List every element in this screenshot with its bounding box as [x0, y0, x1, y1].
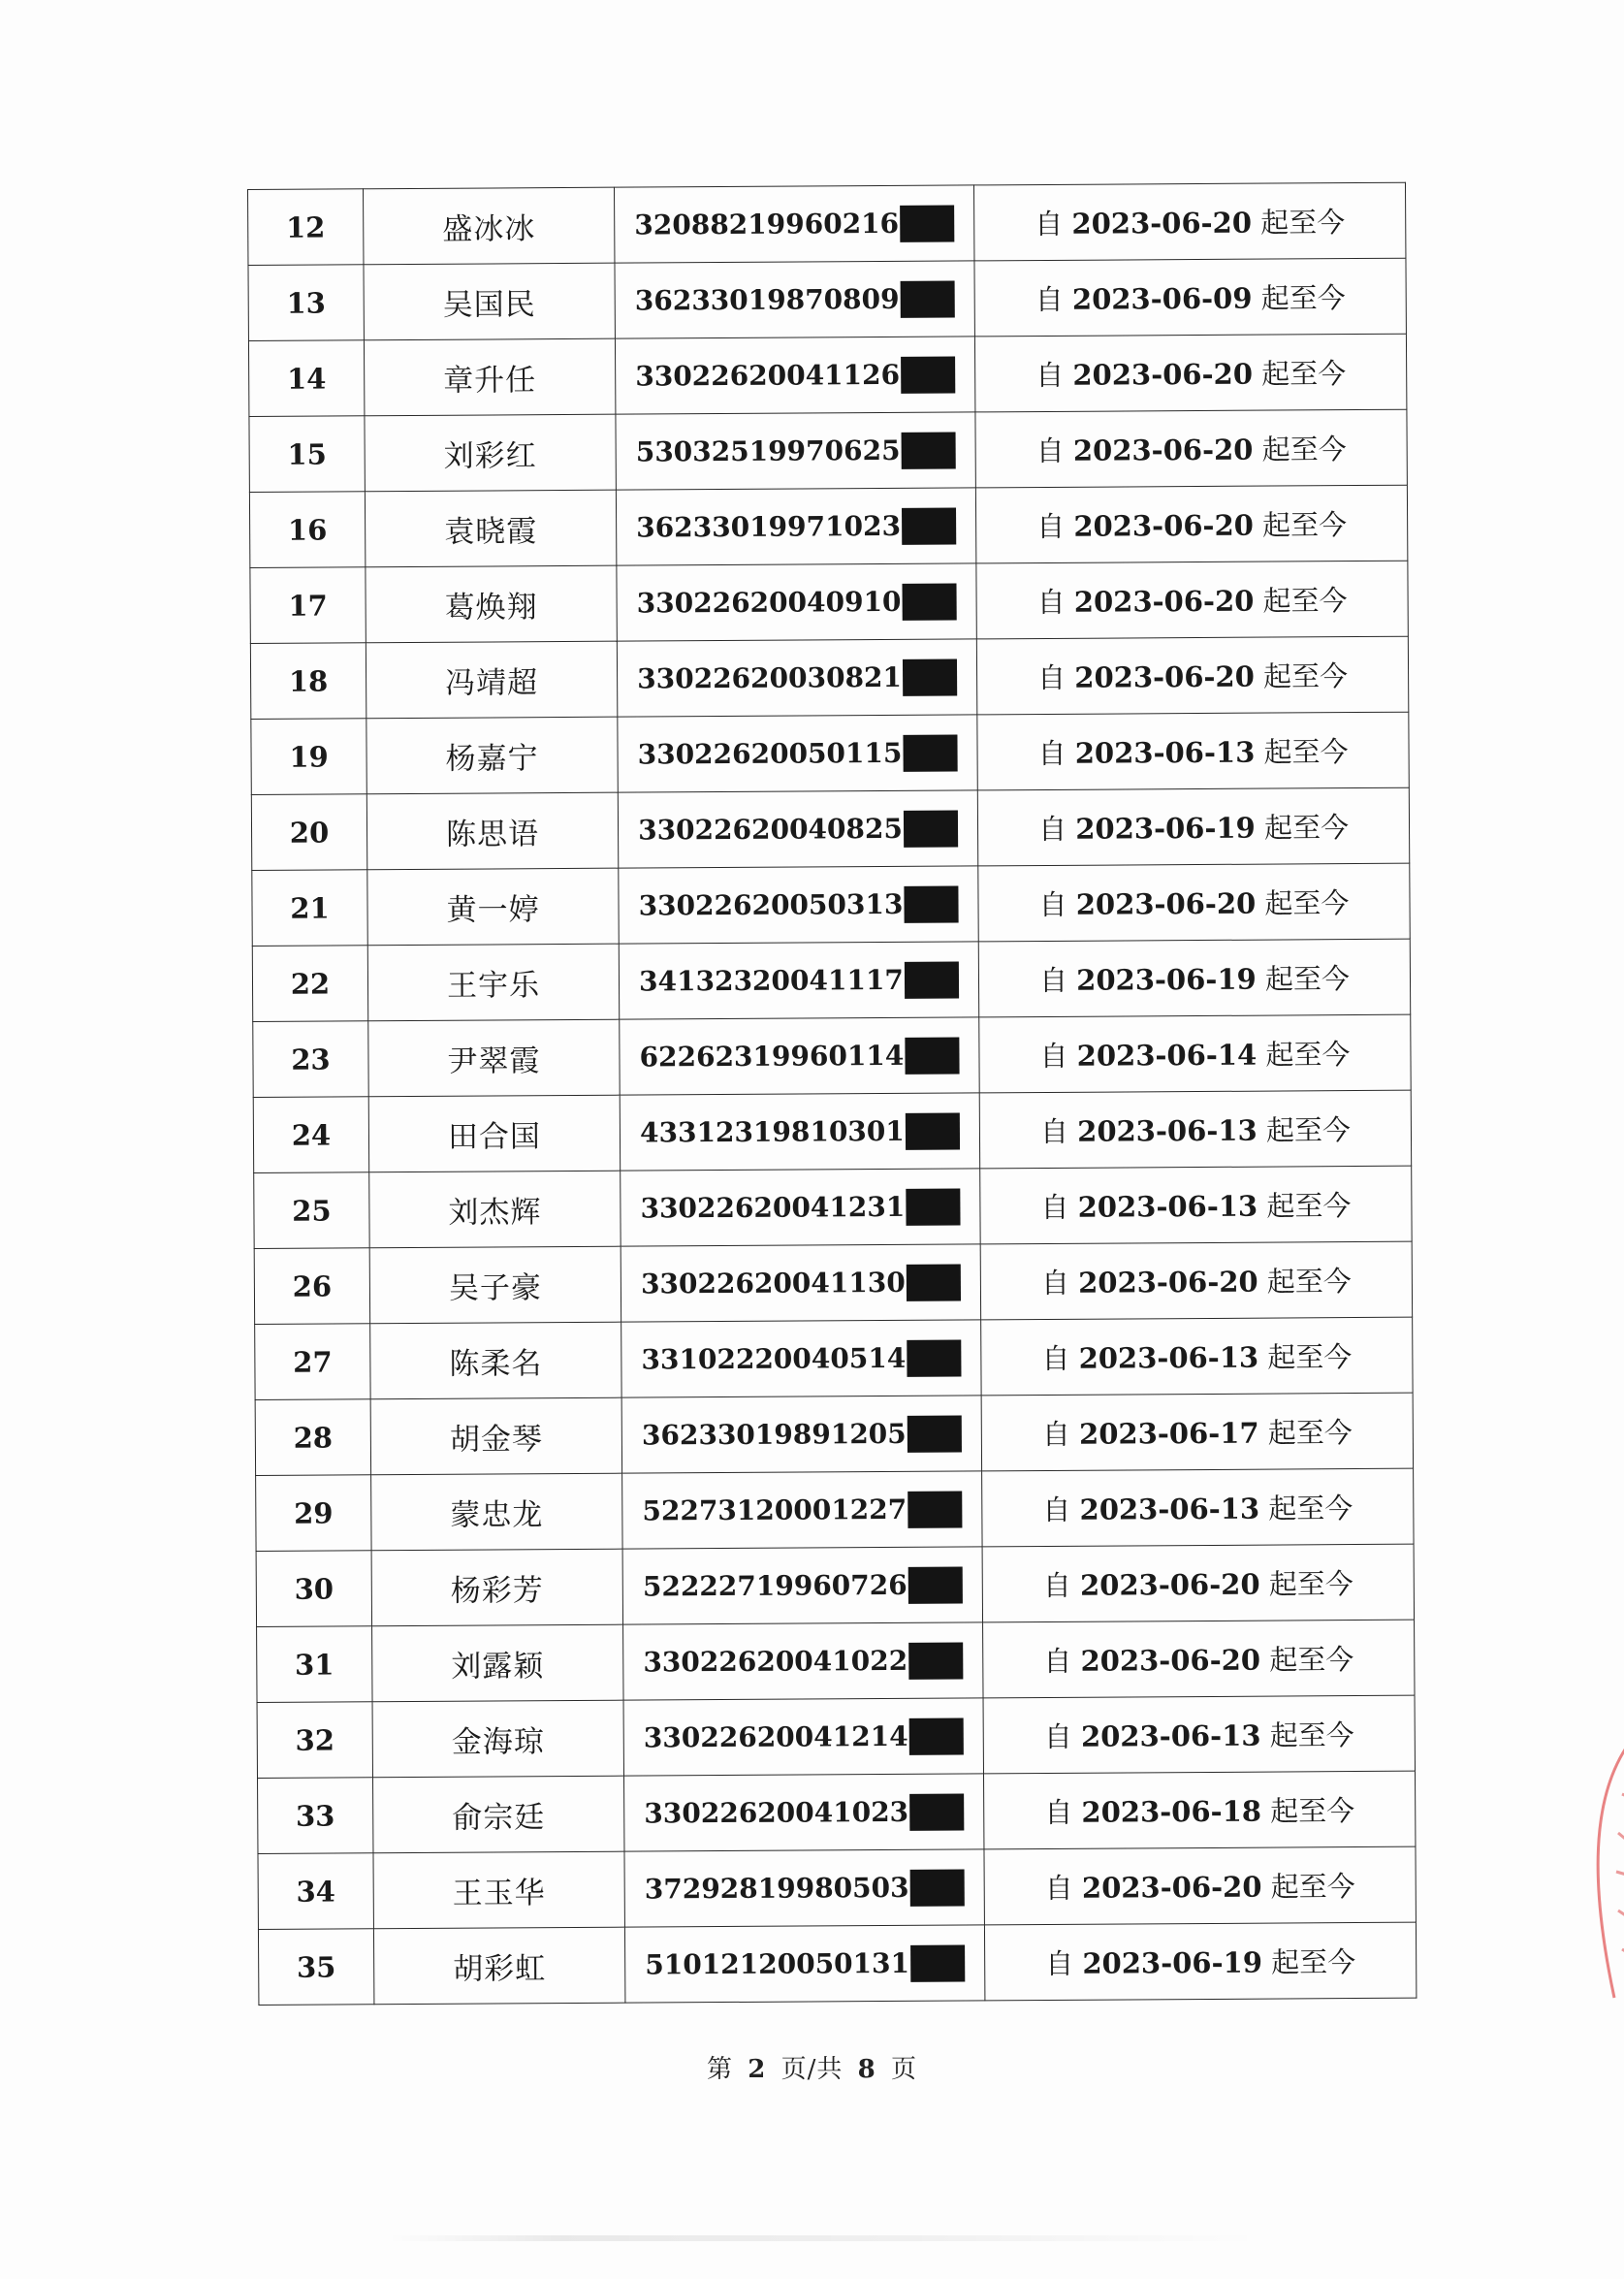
date-prefix: 自	[1037, 812, 1067, 847]
date-suffix: 起至今	[1264, 962, 1351, 996]
row-number: 15	[249, 416, 365, 493]
id-number-cell	[621, 1169, 980, 1246]
id-number-cell	[624, 1925, 984, 2003]
date-cell	[981, 1393, 1413, 1471]
date-prefix: 自	[1037, 736, 1067, 771]
id-number: 62262319960114	[639, 1039, 905, 1074]
roster-table-body	[248, 182, 1417, 2005]
date-suffix: 起至今	[1262, 508, 1348, 542]
id-number-cell	[615, 261, 974, 338]
date-range	[1040, 1113, 1351, 1148]
date-prefix: 自	[1045, 1946, 1074, 1981]
person-name: 冯靖超	[366, 641, 617, 719]
row-number: 21	[252, 870, 367, 947]
date-range	[1042, 1492, 1353, 1526]
date-range	[1043, 1643, 1353, 1678]
person-name: 尹翠霞	[368, 1019, 620, 1097]
id-number-cell	[616, 488, 975, 565]
redaction-block	[909, 1793, 964, 1830]
date-suffix: 起至今	[1269, 1718, 1354, 1752]
date-prefix: 自	[1035, 282, 1064, 317]
id-number-cell	[621, 1244, 980, 1322]
date-cell	[973, 182, 1405, 261]
date-cell	[978, 863, 1410, 942]
date-cell	[984, 1846, 1416, 1925]
start-date: 2023-06-20	[1078, 1265, 1258, 1300]
date-cell	[980, 1241, 1412, 1320]
row-number: 13	[248, 265, 364, 341]
id-number: 36233019870809	[634, 282, 900, 317]
date-cell	[976, 561, 1408, 639]
start-date: 2023-06-18	[1081, 1794, 1262, 1829]
id-number-cell	[619, 942, 978, 1019]
row-number: 27	[255, 1324, 370, 1400]
redaction-block	[902, 507, 956, 544]
id-number: 33022620041130	[640, 1266, 906, 1300]
date-prefix: 自	[1040, 1266, 1070, 1300]
id-number: 36233019891205	[641, 1417, 907, 1452]
start-date: 2023-06-13	[1077, 1113, 1258, 1148]
date-suffix: 起至今	[1267, 1340, 1353, 1374]
table-row	[258, 1846, 1416, 1929]
date-prefix: 自	[1044, 1795, 1073, 1830]
id-number: 32088219960216	[634, 207, 900, 241]
date-cell	[983, 1695, 1415, 1774]
row-number: 32	[257, 1702, 372, 1779]
date-suffix: 起至今	[1268, 1492, 1353, 1525]
person-name: 刘杰辉	[369, 1171, 621, 1248]
id-number-wrap	[638, 810, 958, 849]
row-number: 17	[250, 567, 366, 644]
row-number: 16	[249, 492, 365, 568]
person-name: 蒙忠龙	[371, 1473, 622, 1551]
date-cell	[983, 1771, 1415, 1849]
date-cell	[978, 939, 1410, 1017]
date-suffix: 起至今	[1260, 206, 1346, 240]
id-number-cell	[624, 1849, 984, 1927]
person-name: 陈思语	[366, 792, 618, 870]
date-prefix: 自	[1044, 1871, 1073, 1906]
id-number-cell	[623, 1622, 983, 1700]
date-suffix: 起至今	[1266, 1265, 1352, 1299]
date-range	[1045, 1945, 1355, 1980]
date-cell	[981, 1317, 1413, 1396]
id-number-cell	[624, 1774, 984, 1851]
person-name: 杨彩芳	[371, 1549, 622, 1626]
person-name: 王宇乐	[367, 944, 619, 1021]
date-suffix: 起至今	[1265, 1038, 1351, 1072]
redaction-block	[909, 1869, 964, 1906]
id-number-wrap	[642, 1415, 962, 1454]
id-number-wrap	[640, 1112, 960, 1151]
id-number-cell	[622, 1471, 982, 1549]
id-number-cell	[617, 563, 976, 641]
page-footer	[0, 2049, 1624, 2085]
person-name: 刘露颖	[372, 1624, 623, 1702]
row-number: 29	[256, 1475, 371, 1552]
row-number: 22	[252, 946, 367, 1022]
date-prefix: 自	[1041, 1341, 1070, 1376]
date-suffix: 起至今	[1271, 1945, 1356, 1979]
id-number: 33022620050115	[637, 736, 903, 771]
date-cell	[982, 1544, 1414, 1622]
id-number-cell	[614, 185, 973, 263]
date-range	[1042, 1416, 1353, 1451]
start-date: 2023-06-20	[1073, 584, 1255, 619]
page-footer-suffix: 页	[891, 2055, 918, 2084]
page-current: 2	[748, 2055, 767, 2084]
date-cell	[976, 636, 1408, 715]
page-footer-prefix: 第	[706, 2055, 733, 2084]
row-number: 34	[258, 1853, 373, 1930]
person-name: 胡彩虹	[373, 1927, 624, 2005]
table-row	[251, 712, 1409, 794]
date-suffix: 起至今	[1261, 433, 1347, 466]
date-range	[1039, 1038, 1350, 1073]
id-number-wrap	[639, 885, 959, 924]
table-row	[255, 1393, 1413, 1475]
id-number-wrap	[643, 1642, 963, 1681]
id-number: 33022620040910	[636, 585, 902, 620]
scan-smudge	[388, 2235, 1260, 2241]
table-row	[257, 1620, 1415, 1702]
date-prefix: 自	[1040, 1190, 1069, 1225]
id-number-wrap	[638, 734, 958, 773]
date-range	[1035, 206, 1345, 241]
id-number: 33022620040825	[638, 812, 904, 847]
id-number-cell	[620, 1017, 979, 1095]
person-name: 俞宗廷	[373, 1776, 624, 1853]
date-cell	[984, 1922, 1416, 2001]
date-cell	[979, 1090, 1411, 1169]
id-number-cell	[616, 412, 975, 490]
table-row	[250, 636, 1408, 719]
date-suffix: 起至今	[1262, 584, 1348, 618]
redaction-block	[908, 1642, 963, 1679]
row-number: 26	[254, 1248, 369, 1325]
row-number: 25	[254, 1172, 369, 1249]
id-number-wrap	[635, 280, 955, 319]
person-name: 盛冰冰	[364, 187, 615, 265]
redaction-block	[900, 205, 954, 241]
id-number-cell	[621, 1396, 981, 1473]
redaction-block	[906, 1112, 960, 1149]
date-range	[1041, 1340, 1352, 1375]
table-row	[254, 1166, 1412, 1248]
id-number: 34132320041117	[639, 963, 904, 998]
redaction-block	[908, 1415, 962, 1452]
start-date: 2023-06-20	[1071, 206, 1253, 241]
person-name: 杨嘉宁	[366, 717, 618, 794]
table-row	[253, 1090, 1411, 1172]
person-name: 葛焕翔	[366, 565, 617, 643]
table-row	[248, 182, 1406, 265]
date-range	[1044, 1794, 1354, 1829]
id-number-wrap	[637, 583, 957, 622]
id-number-wrap	[642, 1491, 962, 1529]
roster-sheet	[247, 182, 1417, 2006]
row-number: 23	[253, 1021, 368, 1098]
date-range	[1035, 281, 1346, 316]
person-name: 吴子豪	[369, 1246, 621, 1324]
date-prefix: 自	[1043, 1719, 1072, 1754]
redaction-block	[907, 1339, 961, 1376]
redaction-block	[907, 1264, 961, 1300]
id-number-wrap	[641, 1264, 961, 1302]
date-cell	[974, 258, 1406, 337]
date-prefix: 自	[1039, 1039, 1068, 1074]
person-name: 陈柔名	[370, 1322, 621, 1399]
redaction-block	[900, 280, 954, 317]
person-name: 黄一婷	[367, 868, 619, 946]
id-number-cell	[621, 1320, 981, 1397]
table-row	[255, 1317, 1413, 1399]
id-number: 37292819980503	[644, 1871, 909, 1906]
id-number-wrap	[635, 356, 955, 395]
date-prefix: 自	[1043, 1644, 1072, 1679]
id-number-wrap	[636, 507, 956, 546]
id-number-wrap	[640, 1188, 960, 1227]
id-number: 33022620030821	[637, 660, 903, 695]
start-date: 2023-06-19	[1082, 1945, 1263, 1980]
date-cell	[974, 334, 1406, 412]
date-suffix: 起至今	[1261, 357, 1347, 391]
id-number-cell	[618, 715, 977, 792]
date-cell	[980, 1166, 1412, 1244]
start-date: 2023-06-09	[1071, 281, 1253, 316]
date-cell	[977, 787, 1409, 866]
id-number-wrap	[637, 658, 957, 697]
redaction-block	[901, 432, 955, 468]
start-date: 2023-06-20	[1075, 886, 1257, 921]
start-date: 2023-06-19	[1075, 811, 1256, 846]
roster-table	[247, 182, 1417, 2006]
date-cell	[979, 1014, 1411, 1093]
id-number-cell	[622, 1547, 982, 1624]
id-number-wrap	[639, 1037, 959, 1075]
date-prefix: 自	[1038, 963, 1068, 998]
id-number: 33102220040514	[641, 1341, 907, 1376]
start-date: 2023-06-20	[1073, 508, 1254, 543]
row-number: 18	[250, 643, 366, 720]
person-name: 胡金琴	[370, 1397, 621, 1475]
start-date: 2023-06-20	[1081, 1870, 1262, 1905]
row-number: 12	[248, 189, 364, 266]
redaction-block	[906, 1188, 960, 1225]
date-suffix: 起至今	[1263, 811, 1350, 845]
id-number: 43312319810301	[639, 1114, 905, 1149]
date-range	[1045, 1870, 1355, 1905]
start-date: 2023-06-13	[1074, 735, 1256, 770]
person-name: 章升任	[364, 338, 615, 416]
id-number: 33022620041231	[640, 1190, 906, 1225]
date-prefix: 自	[1035, 358, 1065, 393]
table-row	[248, 334, 1406, 416]
row-number: 35	[258, 1929, 373, 2006]
date-range	[1043, 1567, 1353, 1602]
id-number-wrap	[644, 1793, 964, 1832]
date-prefix: 自	[1036, 585, 1066, 620]
id-number: 52273120001227	[642, 1493, 908, 1527]
id-number-wrap	[643, 1566, 963, 1605]
person-name: 王玉华	[373, 1851, 624, 1929]
date-range	[1037, 735, 1348, 770]
id-number-wrap	[645, 1944, 965, 1983]
row-number: 33	[258, 1778, 373, 1854]
table-row	[256, 1468, 1414, 1551]
id-number: 33022620041126	[635, 358, 901, 393]
date-prefix: 自	[1037, 660, 1067, 695]
redaction-block	[905, 961, 959, 998]
start-date: 2023-06-14	[1076, 1038, 1258, 1073]
table-row	[257, 1695, 1415, 1778]
id-number-wrap	[641, 1339, 961, 1378]
start-date: 2023-06-20	[1079, 1567, 1260, 1602]
redaction-block	[904, 810, 958, 847]
start-date: 2023-06-20	[1080, 1643, 1261, 1678]
id-number: 53032519970625	[635, 433, 901, 468]
table-row	[258, 1771, 1416, 1853]
table-row	[249, 409, 1407, 492]
date-suffix: 起至今	[1264, 886, 1350, 920]
date-suffix: 起至今	[1270, 1794, 1355, 1828]
date-range	[1036, 433, 1347, 467]
date-suffix: 起至今	[1268, 1567, 1353, 1601]
row-number: 31	[257, 1626, 372, 1703]
row-number: 14	[248, 340, 364, 417]
date-suffix: 起至今	[1266, 1189, 1352, 1223]
id-number-wrap	[644, 1717, 964, 1756]
table-row	[252, 939, 1410, 1021]
id-number-cell	[620, 1093, 979, 1171]
date-range	[1038, 811, 1349, 846]
date-suffix: 起至今	[1267, 1416, 1353, 1450]
date-cell	[983, 1620, 1415, 1698]
person-name: 刘彩红	[365, 414, 616, 492]
table-row	[252, 863, 1410, 946]
date-prefix: 自	[1035, 433, 1065, 468]
redaction-block	[910, 1944, 965, 1981]
date-prefix: 自	[1042, 1568, 1071, 1603]
row-number: 19	[251, 719, 366, 795]
row-number: 28	[255, 1399, 370, 1476]
table-row	[250, 561, 1408, 643]
row-number: 20	[251, 794, 366, 871]
id-number-wrap	[645, 1869, 965, 1908]
date-cell	[982, 1468, 1414, 1547]
id-number-wrap	[634, 205, 954, 243]
id-number-cell	[617, 639, 976, 717]
start-date: 2023-06-20	[1072, 357, 1254, 392]
start-date: 2023-06-19	[1076, 962, 1257, 997]
redaction-block	[909, 1717, 964, 1754]
table-row	[256, 1544, 1414, 1626]
id-number-cell	[618, 790, 977, 868]
date-cell	[977, 712, 1409, 790]
date-suffix: 起至今	[1270, 1870, 1355, 1904]
person-name: 吴国民	[364, 263, 615, 340]
date-range	[1044, 1718, 1354, 1753]
id-number-wrap	[636, 432, 956, 470]
redaction-block	[908, 1566, 963, 1603]
date-range	[1037, 584, 1348, 619]
table-row	[251, 787, 1409, 870]
id-number: 36233019971023	[636, 509, 902, 544]
redaction-block	[903, 734, 957, 771]
id-number-wrap	[639, 961, 959, 1000]
id-number: 52222719960726	[642, 1568, 908, 1603]
id-number: 51012120050131	[645, 1946, 910, 1981]
page-footer-middle: 页/共	[780, 2055, 844, 2084]
id-number-cell	[623, 1698, 983, 1776]
redaction-block	[908, 1491, 962, 1527]
table-row	[249, 485, 1407, 567]
date-prefix: 自	[1042, 1493, 1071, 1527]
date-range	[1035, 357, 1346, 392]
redaction-block	[904, 885, 958, 922]
start-date: 2023-06-13	[1079, 1492, 1260, 1526]
row-number: 24	[253, 1097, 368, 1173]
row-number: 30	[256, 1551, 371, 1627]
table-row	[253, 1014, 1411, 1097]
date-suffix: 起至今	[1262, 659, 1349, 693]
redaction-block	[905, 1037, 959, 1074]
date-cell	[975, 485, 1407, 563]
date-prefix: 自	[1039, 1114, 1069, 1149]
start-date: 2023-06-13	[1078, 1340, 1259, 1375]
start-date: 2023-06-17	[1079, 1416, 1259, 1451]
start-date: 2023-06-13	[1080, 1718, 1261, 1753]
id-number-cell	[619, 866, 978, 944]
redaction-block	[903, 658, 957, 695]
date-range	[1038, 886, 1349, 921]
date-suffix: 起至今	[1263, 735, 1349, 769]
table-row	[254, 1241, 1412, 1324]
date-range	[1041, 1265, 1352, 1300]
date-range	[1037, 659, 1348, 694]
date-suffix: 起至今	[1265, 1113, 1352, 1147]
date-range	[1040, 1189, 1351, 1224]
page-total: 8	[857, 2055, 876, 2084]
redaction-block	[901, 356, 955, 393]
date-prefix: 自	[1036, 509, 1066, 544]
id-number: 33022620050313	[638, 887, 904, 922]
date-suffix: 起至今	[1269, 1643, 1354, 1677]
id-number: 33022620041214	[643, 1719, 908, 1754]
start-date: 2023-06-20	[1072, 433, 1254, 467]
person-name: 袁晓霞	[365, 490, 616, 567]
start-date: 2023-06-13	[1077, 1189, 1258, 1224]
id-number: 33022620041022	[643, 1644, 908, 1679]
start-date: 2023-06-20	[1074, 659, 1255, 694]
seal-stamp-icon	[1576, 1717, 1624, 2007]
redaction-block	[902, 583, 956, 620]
person-name: 田合国	[368, 1095, 620, 1172]
date-prefix: 自	[1035, 207, 1064, 241]
date-prefix: 自	[1041, 1417, 1070, 1452]
date-suffix: 起至今	[1260, 281, 1346, 315]
date-prefix: 自	[1038, 887, 1067, 922]
id-number: 33022620041023	[644, 1795, 909, 1830]
date-range	[1036, 508, 1347, 543]
person-name: 金海琼	[372, 1700, 623, 1778]
table-row	[258, 1922, 1416, 2005]
table-row	[248, 258, 1406, 340]
date-cell	[975, 409, 1407, 488]
id-number-cell	[615, 337, 974, 414]
date-range	[1039, 962, 1350, 997]
